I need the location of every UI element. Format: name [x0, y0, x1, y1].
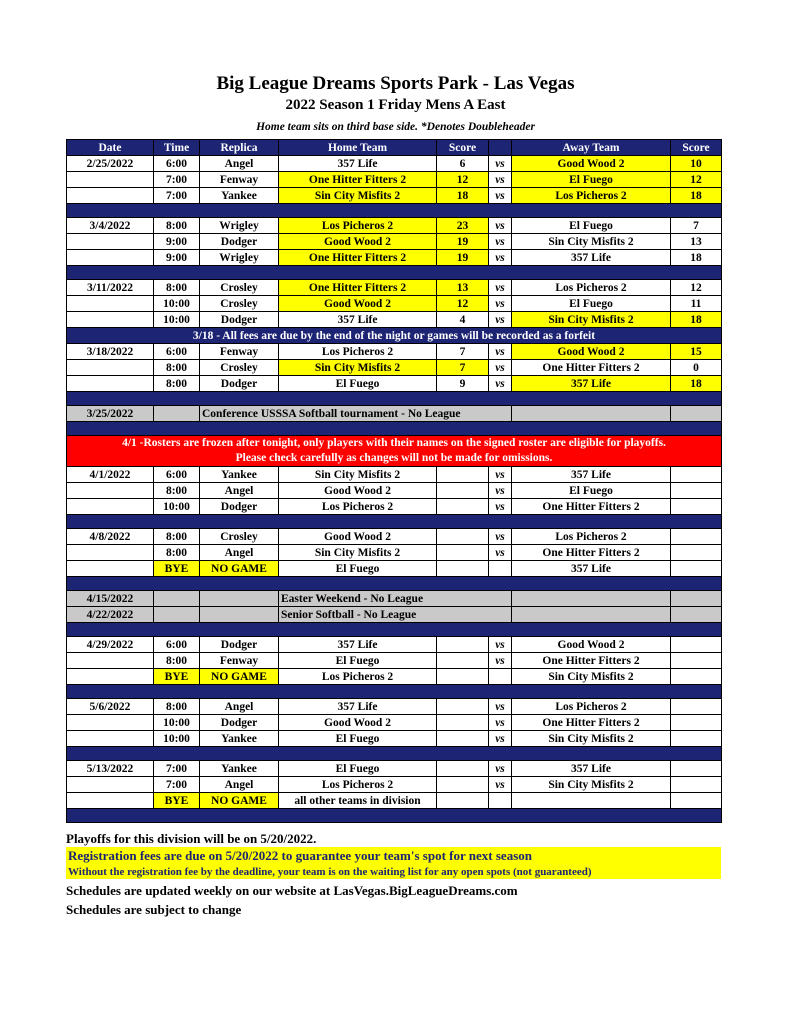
game-row	[67, 296, 722, 312]
home-team-cell: 357 Life	[279, 637, 437, 653]
date-cell: 4/22/2022	[67, 607, 154, 623]
week-separator	[67, 515, 722, 529]
time-cell: 7:00	[154, 172, 200, 188]
header-row	[67, 140, 722, 156]
bye-row	[67, 561, 722, 577]
away-team-cell: Good Wood 2	[512, 344, 671, 360]
date-cell	[67, 793, 154, 809]
away-team-cell: El Fuego	[512, 296, 671, 312]
col-home-score: Score	[437, 140, 489, 156]
date-cell	[67, 312, 154, 328]
date-cell	[67, 777, 154, 793]
time-cell	[154, 406, 200, 422]
no-league-row	[67, 607, 722, 623]
game-row	[67, 731, 722, 747]
field-cell: Crosley	[200, 360, 279, 376]
home-score-cell	[437, 653, 489, 669]
away-score-cell	[671, 669, 722, 685]
vs-label: vs	[489, 731, 512, 747]
home-score-cell	[437, 731, 489, 747]
fees-notice: 3/18 - All fees are due by the end of the night or games will be recorded as a forfeit	[67, 328, 722, 344]
registration-note: Registration fees are due on 5/20/2022 to guarantee your team's spot for next season	[68, 848, 532, 863]
game-row	[67, 376, 722, 392]
game-row	[67, 499, 722, 515]
away-team-cell: El Fuego	[512, 218, 671, 234]
home-team-cell: Los Picheros 2	[279, 218, 437, 234]
week-separator	[67, 577, 722, 591]
away-team-cell: 357 Life	[512, 561, 671, 577]
home-team-cell: Sin City Misfits 2	[279, 188, 437, 204]
schedule-table	[66, 139, 722, 823]
home-score-cell: 18	[437, 188, 489, 204]
week-separator	[67, 685, 722, 699]
home-team-cell: El Fuego	[279, 561, 437, 577]
home-team-cell: Los Picheros 2	[279, 669, 437, 685]
home-team-cell: Los Picheros 2	[279, 344, 437, 360]
vs-label: vs	[489, 360, 512, 376]
field-cell: Wrigley	[200, 218, 279, 234]
date-cell: 3/4/2022	[67, 218, 154, 234]
away-score-cell	[671, 653, 722, 669]
no-league-message: Conference USSSA Softball tournament - No League	[200, 406, 512, 422]
away-score-cell: 18	[671, 312, 722, 328]
home-team-cell: El Fuego	[279, 376, 437, 392]
fees-notice-row	[67, 328, 722, 344]
home-team-cell: 357 Life	[279, 156, 437, 172]
time-cell: 8:00	[154, 529, 200, 545]
field-cell: Angel	[200, 156, 279, 172]
roster-notice	[67, 436, 722, 467]
away-team-cell	[512, 591, 671, 607]
vs-label: vs	[489, 172, 512, 188]
col-vs	[489, 140, 512, 156]
week-separator	[67, 747, 722, 761]
game-row	[67, 637, 722, 653]
away-team-cell: Los Picheros 2	[512, 280, 671, 296]
away-score-cell: 11	[671, 296, 722, 312]
away-team-cell: Sin City Misfits 2	[512, 669, 671, 685]
field-cell: Angel	[200, 777, 279, 793]
away-score-cell: 18	[671, 250, 722, 266]
no-game-cell: NO GAME	[200, 669, 279, 685]
field-cell: Yankee	[200, 467, 279, 483]
page-subtitle: 2022 Season 1 Friday Mens A East	[285, 97, 506, 113]
time-cell: 8:00	[154, 280, 200, 296]
vs-label: vs	[489, 777, 512, 793]
away-score-cell	[671, 467, 722, 483]
game-row	[67, 250, 722, 266]
vs-label: vs	[489, 529, 512, 545]
bye-cell: BYE	[154, 793, 200, 809]
home-team-cell: Los Picheros 2	[279, 777, 437, 793]
time-cell: 10:00	[154, 312, 200, 328]
away-team-cell: El Fuego	[512, 172, 671, 188]
roster-notice-line-2: Please check carefully as changes will not be made for omissions.	[235, 452, 553, 464]
vs-cell	[489, 669, 512, 685]
home-score-cell: 4	[437, 312, 489, 328]
vs-label: vs	[489, 715, 512, 731]
bye-row	[67, 793, 722, 809]
home-score-cell: 19	[437, 234, 489, 250]
home-team-cell: One Hitter Fitters 2	[279, 280, 437, 296]
no-league-message: Senior Softball - No League	[279, 607, 512, 623]
time-cell: 10:00	[154, 499, 200, 515]
away-score-cell: 7	[671, 218, 722, 234]
home-score-cell: 9	[437, 376, 489, 392]
home-score-cell	[437, 499, 489, 515]
time-cell: 7:00	[154, 188, 200, 204]
date-cell: 3/25/2022	[67, 406, 154, 422]
game-row	[67, 218, 722, 234]
home-score-cell: 19	[437, 250, 489, 266]
home-team-cell: Good Wood 2	[279, 234, 437, 250]
home-score-cell: 23	[437, 218, 489, 234]
col-away-score: Score	[671, 140, 722, 156]
game-row	[67, 483, 722, 499]
away-score-cell	[671, 499, 722, 515]
change-note: Schedules are subject to change	[66, 902, 242, 917]
away-team-cell: One Hitter Fitters 2	[512, 360, 671, 376]
away-team-cell: Sin City Misfits 2	[512, 777, 671, 793]
vs-label: vs	[489, 280, 512, 296]
field-cell: Fenway	[200, 344, 279, 360]
away-team-cell: Sin City Misfits 2	[512, 731, 671, 747]
away-score-cell: 13	[671, 234, 722, 250]
roster-notice-line-1: 4/1 -Rosters are frozen after tonight, only players with their names on the signed roster are eligible for playoffs.	[122, 437, 666, 449]
home-score-cell: 6	[437, 156, 489, 172]
date-cell	[67, 499, 154, 515]
away-team-cell	[512, 793, 671, 809]
field-cell: Dodger	[200, 234, 279, 250]
vs-label: vs	[489, 234, 512, 250]
away-score-cell	[671, 699, 722, 715]
vs-label: vs	[489, 188, 512, 204]
away-score-cell	[671, 777, 722, 793]
home-score-cell: 13	[437, 280, 489, 296]
home-score-cell	[437, 483, 489, 499]
date-cell	[67, 731, 154, 747]
away-team-cell: Good Wood 2	[512, 156, 671, 172]
home-team-cell: Los Picheros 2	[279, 499, 437, 515]
vs-cell	[489, 793, 512, 809]
away-team-cell: One Hitter Fitters 2	[512, 499, 671, 515]
home-team-cell: Good Wood 2	[279, 296, 437, 312]
week-separator	[67, 809, 722, 823]
field-cell: Wrigley	[200, 250, 279, 266]
away-score-cell	[671, 529, 722, 545]
time-cell: 6:00	[154, 467, 200, 483]
time-cell	[154, 607, 200, 623]
game-row	[67, 156, 722, 172]
field-cell	[200, 607, 279, 623]
no-game-cell: NO GAME	[200, 561, 279, 577]
time-cell: 9:00	[154, 250, 200, 266]
no-league-row	[67, 406, 722, 422]
field-cell: Angel	[200, 545, 279, 561]
field-cell: Dodger	[200, 637, 279, 653]
date-cell: 5/13/2022	[67, 761, 154, 777]
vs-label: vs	[489, 499, 512, 515]
date-cell	[67, 715, 154, 731]
field-cell: Angel	[200, 483, 279, 499]
home-score-cell	[437, 467, 489, 483]
away-team-cell: Good Wood 2	[512, 637, 671, 653]
away-score-cell: 12	[671, 280, 722, 296]
game-row	[67, 715, 722, 731]
date-cell	[67, 669, 154, 685]
time-cell: 10:00	[154, 731, 200, 747]
time-cell: 6:00	[154, 637, 200, 653]
date-cell	[67, 234, 154, 250]
playoffs-note: Playoffs for this division will be on 5/20/2022.	[66, 831, 317, 846]
away-team-cell: One Hitter Fitters 2	[512, 653, 671, 669]
field-cell: Fenway	[200, 172, 279, 188]
date-cell: 2/25/2022	[67, 156, 154, 172]
away-score-cell: 18	[671, 188, 722, 204]
away-score-cell: 18	[671, 376, 722, 392]
vs-label: vs	[489, 250, 512, 266]
home-score-cell: 12	[437, 296, 489, 312]
time-cell: 7:00	[154, 761, 200, 777]
away-score-cell	[671, 761, 722, 777]
home-score-cell: 12	[437, 172, 489, 188]
away-score-cell	[671, 637, 722, 653]
home-score-cell	[437, 545, 489, 561]
away-score-cell	[671, 406, 722, 422]
time-cell: 8:00	[154, 360, 200, 376]
field-cell: Dodger	[200, 376, 279, 392]
registration-box	[66, 847, 721, 879]
home-team-note: Home team sits on third base side. *Denotes Doubleheader	[256, 121, 535, 133]
field-cell: Crosley	[200, 296, 279, 312]
col-replica: Replica	[200, 140, 279, 156]
date-cell: 3/11/2022	[67, 280, 154, 296]
game-row	[67, 761, 722, 777]
away-score-cell	[671, 793, 722, 809]
week-separator	[67, 422, 722, 436]
game-row	[67, 280, 722, 296]
field-cell: Crosley	[200, 280, 279, 296]
game-row	[67, 312, 722, 328]
waitlist-note: Without the registration fee by the deadline, your team is on the waiting list for any open spots (not guaranteed)	[68, 866, 592, 878]
field-cell: Angel	[200, 699, 279, 715]
game-row	[67, 529, 722, 545]
away-team-cell: 357 Life	[512, 761, 671, 777]
col-away-team: Away Team	[512, 140, 671, 156]
game-row	[67, 653, 722, 669]
vs-label: vs	[489, 637, 512, 653]
vs-label: vs	[489, 376, 512, 392]
date-cell: 4/1/2022	[67, 467, 154, 483]
col-time: Time	[154, 140, 200, 156]
date-cell: 4/15/2022	[67, 591, 154, 607]
date-cell	[67, 250, 154, 266]
game-row	[67, 360, 722, 376]
home-score-cell: 7	[437, 344, 489, 360]
home-team-cell: Sin City Misfits 2	[279, 360, 437, 376]
date-cell: 5/6/2022	[67, 699, 154, 715]
week-separator	[67, 204, 722, 218]
time-cell: 6:00	[154, 344, 200, 360]
away-team-cell: El Fuego	[512, 483, 671, 499]
week-separator	[67, 392, 722, 406]
bye-cell: BYE	[154, 561, 200, 577]
time-cell: 8:00	[154, 218, 200, 234]
time-cell: 10:00	[154, 296, 200, 312]
home-team-cell: Sin City Misfits 2	[279, 467, 437, 483]
home-score-cell	[437, 793, 489, 809]
game-row	[67, 344, 722, 360]
home-team-cell: Good Wood 2	[279, 529, 437, 545]
date-cell: 4/29/2022	[67, 637, 154, 653]
away-team-cell: Los Picheros 2	[512, 529, 671, 545]
vs-label: vs	[489, 344, 512, 360]
date-cell	[67, 653, 154, 669]
home-team-cell: El Fuego	[279, 653, 437, 669]
vs-label: vs	[489, 483, 512, 499]
home-team-cell: One Hitter Fitters 2	[279, 250, 437, 266]
website-note: Schedules are updated weekly on our website at LasVegas.BigLeagueDreams.com	[66, 883, 518, 898]
field-cell: Dodger	[200, 499, 279, 515]
time-cell: 9:00	[154, 234, 200, 250]
no-league-row	[67, 591, 722, 607]
away-team-cell: Sin City Misfits 2	[512, 312, 671, 328]
away-team-cell: 357 Life	[512, 250, 671, 266]
away-team-cell	[512, 406, 671, 422]
col-home-team: Home Team	[279, 140, 437, 156]
vs-label: vs	[489, 653, 512, 669]
time-cell: 10:00	[154, 715, 200, 731]
time-cell: 7:00	[154, 777, 200, 793]
vs-label: vs	[489, 218, 512, 234]
bye-row	[67, 669, 722, 685]
game-row	[67, 777, 722, 793]
home-score-cell	[437, 529, 489, 545]
away-score-cell	[671, 607, 722, 623]
away-score-cell	[671, 715, 722, 731]
vs-label: vs	[489, 699, 512, 715]
date-cell: 3/18/2022	[67, 344, 154, 360]
week-separator	[67, 266, 722, 280]
home-score-cell	[437, 637, 489, 653]
field-cell: Yankee	[200, 188, 279, 204]
away-score-cell	[671, 545, 722, 561]
home-team-cell: all other teams in division	[279, 793, 437, 809]
away-team-cell: Sin City Misfits 2	[512, 234, 671, 250]
game-row	[67, 467, 722, 483]
home-score-cell	[437, 777, 489, 793]
away-team-cell: 357 Life	[512, 467, 671, 483]
col-date: Date	[67, 140, 154, 156]
field-cell: Fenway	[200, 653, 279, 669]
away-team-cell: Los Picheros 2	[512, 188, 671, 204]
away-team-cell: Los Picheros 2	[512, 699, 671, 715]
home-score-cell	[437, 699, 489, 715]
game-row	[67, 234, 722, 250]
vs-label: vs	[489, 156, 512, 172]
time-cell: 8:00	[154, 483, 200, 499]
away-score-cell: 12	[671, 172, 722, 188]
field-cell: Crosley	[200, 529, 279, 545]
game-row	[67, 172, 722, 188]
away-team-cell: One Hitter Fitters 2	[512, 545, 671, 561]
vs-label: vs	[489, 467, 512, 483]
home-score-cell	[437, 561, 489, 577]
date-cell	[67, 376, 154, 392]
home-team-cell: One Hitter Fitters 2	[279, 172, 437, 188]
game-row	[67, 545, 722, 561]
no-game-cell: NO GAME	[200, 793, 279, 809]
away-score-cell	[671, 561, 722, 577]
home-score-cell	[437, 669, 489, 685]
vs-label: vs	[489, 761, 512, 777]
vs-label: vs	[489, 312, 512, 328]
away-score-cell: 15	[671, 344, 722, 360]
home-team-cell: Sin City Misfits 2	[279, 545, 437, 561]
date-cell	[67, 561, 154, 577]
home-score-cell	[437, 761, 489, 777]
field-cell: Dodger	[200, 715, 279, 731]
home-team-cell: Good Wood 2	[279, 483, 437, 499]
game-row	[67, 188, 722, 204]
home-team-cell: 357 Life	[279, 312, 437, 328]
time-cell: 8:00	[154, 653, 200, 669]
away-score-cell: 0	[671, 360, 722, 376]
date-cell	[67, 545, 154, 561]
home-team-cell: El Fuego	[279, 761, 437, 777]
date-cell	[67, 296, 154, 312]
field-cell	[200, 591, 279, 607]
no-league-message: Easter Weekend - No League	[279, 591, 512, 607]
page-title: Big League Dreams Sports Park - Las Vegas	[216, 73, 575, 94]
bye-cell: BYE	[154, 669, 200, 685]
away-score-cell: 10	[671, 156, 722, 172]
week-separator	[67, 623, 722, 637]
home-team-cell: Good Wood 2	[279, 715, 437, 731]
vs-label: vs	[489, 296, 512, 312]
home-score-cell	[437, 715, 489, 731]
roster-notice-row	[67, 436, 722, 467]
date-cell	[67, 172, 154, 188]
vs-cell	[489, 561, 512, 577]
time-cell: 8:00	[154, 545, 200, 561]
time-cell	[154, 591, 200, 607]
date-cell	[67, 360, 154, 376]
away-score-cell	[671, 591, 722, 607]
time-cell: 8:00	[154, 699, 200, 715]
home-score-cell: 7	[437, 360, 489, 376]
away-team-cell	[512, 607, 671, 623]
home-team-cell: El Fuego	[279, 731, 437, 747]
time-cell: 8:00	[154, 376, 200, 392]
date-cell	[67, 483, 154, 499]
field-cell: Yankee	[200, 761, 279, 777]
away-score-cell	[671, 731, 722, 747]
time-cell: 6:00	[154, 156, 200, 172]
field-cell: Dodger	[200, 312, 279, 328]
game-row	[67, 699, 722, 715]
date-cell	[67, 188, 154, 204]
date-cell: 4/8/2022	[67, 529, 154, 545]
away-score-cell	[671, 483, 722, 499]
vs-label: vs	[489, 545, 512, 561]
field-cell: Yankee	[200, 731, 279, 747]
away-team-cell: 357 Life	[512, 376, 671, 392]
away-team-cell: One Hitter Fitters 2	[512, 715, 671, 731]
home-team-cell: 357 Life	[279, 699, 437, 715]
